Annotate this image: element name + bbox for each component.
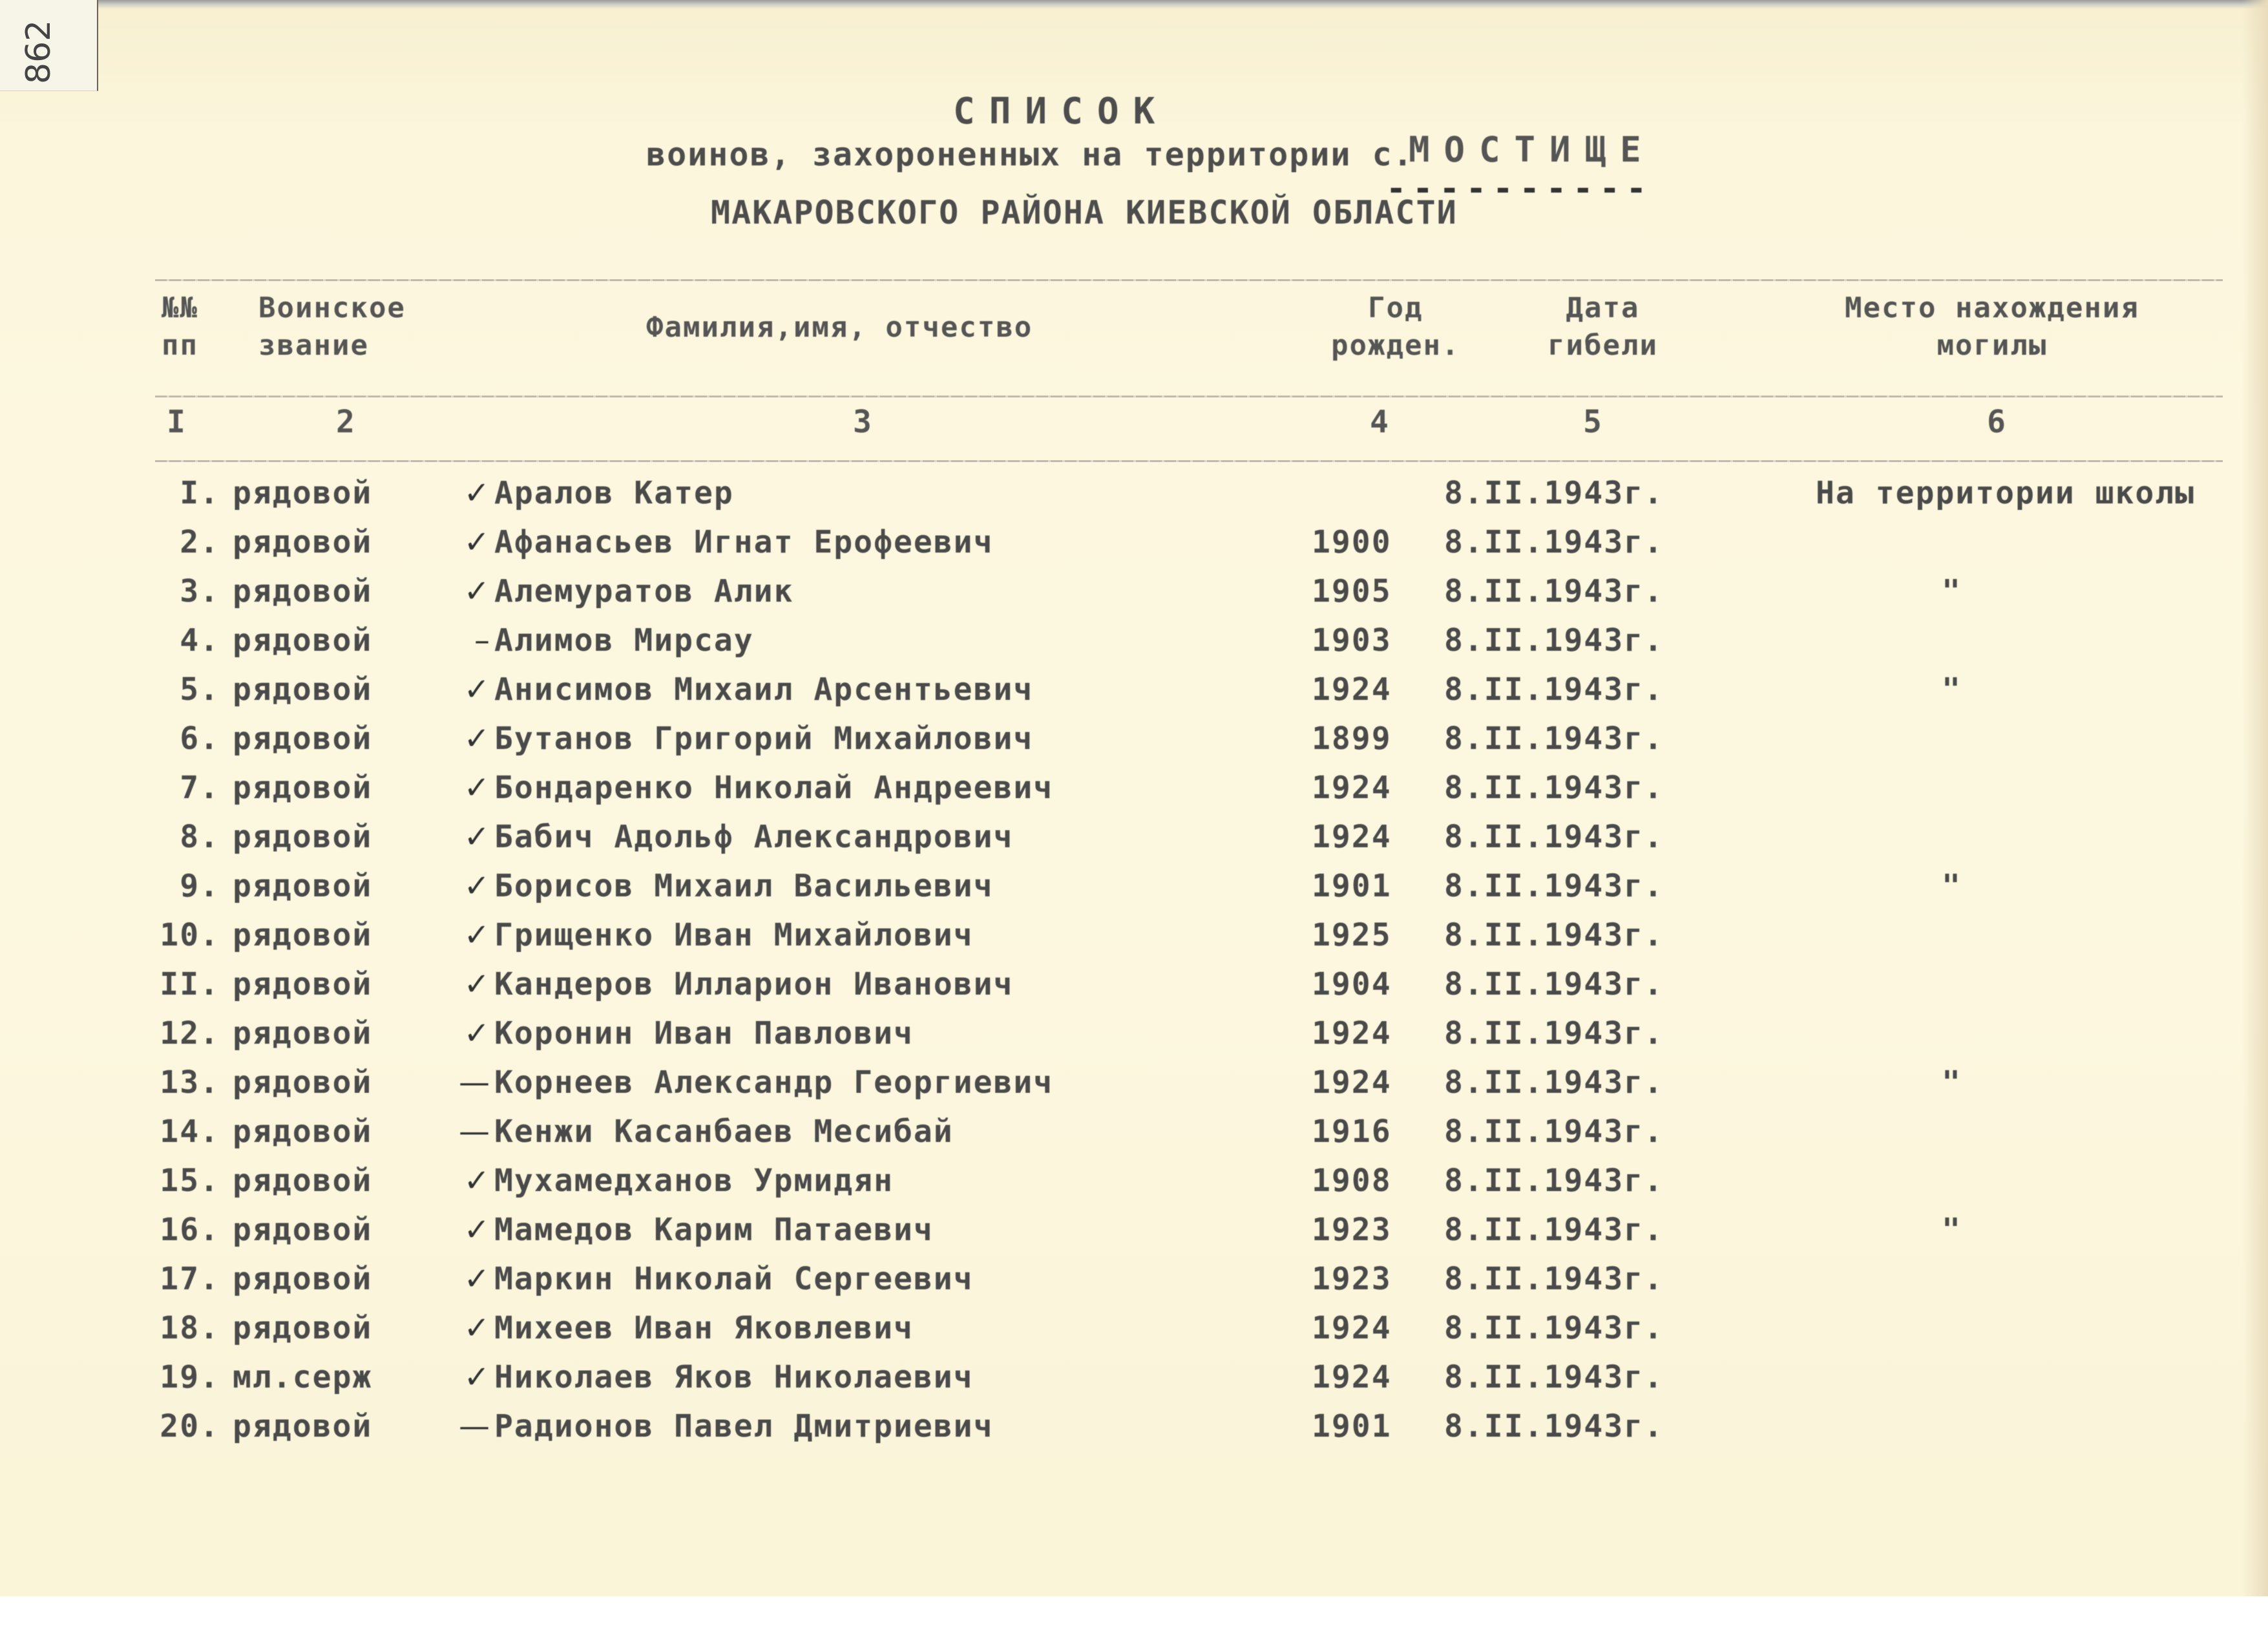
- table-row: [0, 622, 2268, 668]
- dash-mark-icon: —: [459, 1408, 491, 1444]
- row-death-date: 8.II.1943г.: [1444, 1261, 1664, 1297]
- row-birth-year: 1908: [1312, 1163, 1392, 1199]
- row-name: Маркин Николай Сергеевич: [494, 1261, 974, 1297]
- column-number-3: 3: [853, 404, 873, 440]
- row-birth-year: 1924: [1312, 1064, 1392, 1101]
- row-number: 17.: [160, 1261, 220, 1297]
- row-number: 4.: [180, 622, 220, 659]
- column-number-4: 4: [1370, 404, 1390, 440]
- row-name: Корнеев Александр Георгиевич: [494, 1064, 1054, 1101]
- row-rank: рядовой: [233, 524, 373, 560]
- row-rank: мл.серж: [233, 1359, 373, 1395]
- checkmark-icon: ✓: [463, 1212, 491, 1248]
- row-rank: рядовой: [233, 1163, 373, 1199]
- table-row: [0, 671, 2268, 717]
- row-name: Николаев Яков Николаевич: [494, 1359, 974, 1395]
- row-birth-year: 1924: [1312, 1015, 1392, 1051]
- row-number: 2.: [180, 524, 220, 560]
- row-name: Грищенко Иван Михайлович: [494, 917, 974, 953]
- row-rank: рядовой: [233, 1408, 373, 1444]
- document-subtitle-line1: воинов, захороненных на территории с.: [646, 136, 1414, 173]
- checkmark-icon: ✓: [463, 868, 491, 904]
- row-death-date: 8.II.1943г.: [1444, 524, 1664, 560]
- header-rank-line2: звание: [258, 329, 369, 362]
- row-grave-location: ": [1942, 573, 1962, 609]
- row-rank: рядовой: [233, 1114, 373, 1150]
- checkmark-icon: ✓: [463, 475, 491, 511]
- header-death-date-line1: Дата: [1566, 291, 1640, 324]
- table-row: [0, 1114, 2268, 1159]
- checkmark-icon: ✓: [463, 671, 491, 708]
- row-grave-location: ": [1942, 868, 1962, 904]
- document-subtitle-line2: МАКАРОВСКОГО РАЙОНА КИЕВСКОЙ ОБЛАСТИ: [711, 194, 1458, 231]
- dash-mark-icon: –: [474, 622, 491, 659]
- row-rank: рядовой: [233, 917, 373, 953]
- row-rank: рядовой: [233, 819, 373, 855]
- checkmark-icon: ✓: [463, 524, 491, 560]
- header-rank: [258, 290, 406, 364]
- row-birth-year: 1903: [1312, 622, 1392, 659]
- row-birth-year: 1904: [1312, 966, 1392, 1002]
- row-number: 19.: [160, 1359, 220, 1395]
- row-birth-year: 1924: [1312, 770, 1392, 806]
- row-name: Афанасьев Игнат Ерофеевич: [494, 524, 994, 560]
- row-number: 5.: [180, 671, 220, 708]
- table-row: [0, 917, 2268, 962]
- document-title: СПИСОК: [953, 90, 1170, 132]
- folio-tab: [0, 0, 98, 91]
- checkmark-icon: ✓: [463, 1163, 491, 1199]
- row-number: 8.: [180, 819, 220, 855]
- row-name: Радионов Павел Дмитриевич: [494, 1408, 994, 1444]
- row-name: Коронин Иван Павлович: [494, 1015, 914, 1051]
- header-grave-location: [1845, 290, 2139, 364]
- row-death-date: 8.II.1943г.: [1444, 622, 1664, 659]
- header-number-line2: пп: [162, 329, 198, 362]
- header-birth-year-line2: рожден.: [1331, 329, 1460, 362]
- column-number-2: 2: [336, 404, 356, 440]
- row-name: Алимов Мирсау: [494, 622, 754, 659]
- row-death-date: 8.II.1943г.: [1444, 1064, 1664, 1101]
- row-name: Кандеров Илларион Иванович: [494, 966, 1014, 1002]
- row-death-date: 8.II.1943г.: [1444, 917, 1664, 953]
- column-numbers-rule: [155, 460, 2223, 462]
- row-rank: рядовой: [233, 1261, 373, 1297]
- row-rank: рядовой: [233, 622, 373, 659]
- row-rank: рядовой: [233, 1212, 373, 1248]
- row-grave-location: На территории школы: [1816, 475, 2196, 511]
- row-name: Бондаренко Николай Андреевич: [494, 770, 1054, 806]
- row-name: Кенжи Касанбаев Месибай: [494, 1114, 954, 1150]
- table-row: [0, 966, 2268, 1011]
- header-number: [162, 290, 198, 364]
- table-row: [0, 1163, 2268, 1208]
- row-birth-year: 1923: [1312, 1261, 1392, 1297]
- dash-mark-icon: —: [459, 1064, 491, 1101]
- row-birth-year: 1905: [1312, 573, 1392, 609]
- header-rank-line1: Воинское: [258, 291, 406, 324]
- table-row: [0, 1015, 2268, 1061]
- header-name: [646, 309, 1033, 346]
- row-rank: рядовой: [233, 1015, 373, 1051]
- row-number: 3.: [180, 573, 220, 609]
- row-grave-location: ": [1942, 1064, 1962, 1101]
- row-death-date: 8.II.1943г.: [1444, 1359, 1664, 1395]
- row-death-date: 8.II.1943г.: [1444, 1408, 1664, 1444]
- row-grave-location: ": [1942, 671, 1962, 708]
- row-death-date: 8.II.1943г.: [1444, 1212, 1664, 1248]
- row-rank: рядовой: [233, 721, 373, 757]
- row-grave-location: ": [1942, 1212, 1962, 1248]
- table-row: [0, 573, 2268, 618]
- table-row: [0, 770, 2268, 815]
- row-death-date: 8.II.1943г.: [1444, 1310, 1664, 1346]
- row-death-date: 8.II.1943г.: [1444, 770, 1664, 806]
- row-number: II.: [160, 966, 220, 1002]
- row-birth-year: 1901: [1312, 1408, 1392, 1444]
- table-row: [0, 1261, 2268, 1306]
- row-rank: рядовой: [233, 671, 373, 708]
- row-birth-year: 1925: [1312, 917, 1392, 953]
- row-birth-year: 1924: [1312, 1310, 1392, 1346]
- row-death-date: 8.II.1943г.: [1444, 475, 1664, 511]
- row-rank: рядовой: [233, 573, 373, 609]
- table-row: [0, 721, 2268, 766]
- table-row: [0, 1064, 2268, 1110]
- row-number: 12.: [160, 1015, 220, 1051]
- row-rank: рядовой: [233, 868, 373, 904]
- checkmark-icon: ✓: [463, 770, 491, 806]
- village-underline: ----------: [1386, 169, 1654, 208]
- checkmark-icon: ✓: [463, 721, 491, 757]
- row-number: 7.: [180, 770, 220, 806]
- table-row: [0, 1359, 2268, 1404]
- checkmark-icon: ✓: [463, 573, 491, 609]
- row-birth-year: 1901: [1312, 868, 1392, 904]
- row-rank: рядовой: [233, 966, 373, 1002]
- header-death-date-line2: гибели: [1548, 329, 1658, 362]
- row-birth-year: 1900: [1312, 524, 1392, 560]
- row-name: Михеев Иван Яковлевич: [494, 1310, 914, 1346]
- table-row: [0, 819, 2268, 864]
- row-birth-year: 1924: [1312, 1359, 1392, 1395]
- row-rank: рядовой: [233, 1064, 373, 1101]
- column-number-1: I: [167, 404, 187, 440]
- checkmark-icon: ✓: [463, 819, 491, 855]
- row-rank: рядовой: [233, 770, 373, 806]
- header-bottom-rule: [155, 396, 2223, 397]
- row-number: 9.: [180, 868, 220, 904]
- row-number: 18.: [160, 1310, 220, 1346]
- table-row: [0, 475, 2268, 520]
- checkmark-icon: ✓: [463, 1359, 491, 1395]
- header-birth-year-line1: Год: [1367, 291, 1423, 324]
- header-grave-location-line2: могилы: [1937, 329, 2048, 362]
- checkmark-icon: ✓: [463, 917, 491, 953]
- row-birth-year: 1899: [1312, 721, 1392, 757]
- column-number-6: 6: [1987, 404, 2007, 440]
- row-number: I.: [180, 475, 220, 511]
- header-number-line1: №№: [162, 291, 198, 324]
- row-death-date: 8.II.1943г.: [1444, 573, 1664, 609]
- row-birth-year: 1924: [1312, 819, 1392, 855]
- row-number: 20.: [160, 1408, 220, 1444]
- row-name: Бутанов Григорий Михайлович: [494, 721, 1034, 757]
- row-name: Мамедов Карим Патаевич: [494, 1212, 934, 1248]
- table-row: [0, 1408, 2268, 1453]
- checkmark-icon: ✓: [463, 1261, 491, 1297]
- row-death-date: 8.II.1943г.: [1444, 1163, 1664, 1199]
- row-death-date: 8.II.1943г.: [1444, 868, 1664, 904]
- column-number-5: 5: [1583, 404, 1603, 440]
- checkmark-icon: ✓: [463, 1015, 491, 1051]
- header-birth-year: [1331, 290, 1460, 364]
- village-name: МОСТИЩЕ: [1409, 129, 1655, 170]
- table-top-rule: [155, 279, 2223, 281]
- row-name: Аралов Катер: [494, 475, 734, 511]
- table-row: [0, 1310, 2268, 1355]
- header-grave-location-line1: Место нахождения: [1845, 291, 2139, 324]
- row-name: Мухамедханов Урмидян: [494, 1163, 894, 1199]
- row-rank: рядовой: [233, 1310, 373, 1346]
- row-birth-year: 1916: [1312, 1114, 1392, 1150]
- page-top-edge: [0, 0, 2268, 9]
- row-number: 15.: [160, 1163, 220, 1199]
- row-death-date: 8.II.1943г.: [1444, 1015, 1664, 1051]
- row-number: 13.: [160, 1064, 220, 1101]
- row-number: 16.: [160, 1212, 220, 1248]
- row-birth-year: 1924: [1312, 671, 1392, 708]
- row-birth-year: 1923: [1312, 1212, 1392, 1248]
- row-number: 6.: [180, 721, 220, 757]
- header-death-date: [1548, 290, 1658, 364]
- row-name: Борисов Михаил Васильевич: [494, 868, 994, 904]
- row-death-date: 8.II.1943г.: [1444, 671, 1664, 708]
- row-number: 10.: [160, 917, 220, 953]
- table-row: [0, 868, 2268, 913]
- header-name-line1: Фамилия,имя, отчество: [646, 311, 1033, 344]
- checkmark-icon: ✓: [463, 1310, 491, 1346]
- row-death-date: 8.II.1943г.: [1444, 819, 1664, 855]
- dash-mark-icon: —: [459, 1114, 491, 1150]
- row-name: Анисимов Михаил Арсентьевич: [494, 671, 1034, 708]
- row-name: Алемуратов Алик: [494, 573, 794, 609]
- row-number: 14.: [160, 1114, 220, 1150]
- row-name: Бабич Адольф Александрович: [494, 819, 1014, 855]
- checkmark-icon: ✓: [463, 966, 491, 1002]
- row-rank: рядовой: [233, 475, 373, 511]
- folio-number: 862: [19, 19, 58, 84]
- row-death-date: 8.II.1943г.: [1444, 966, 1664, 1002]
- row-death-date: 8.II.1943г.: [1444, 721, 1664, 757]
- table-row: [0, 1212, 2268, 1257]
- table-row: [0, 524, 2268, 569]
- row-death-date: 8.II.1943г.: [1444, 1114, 1664, 1150]
